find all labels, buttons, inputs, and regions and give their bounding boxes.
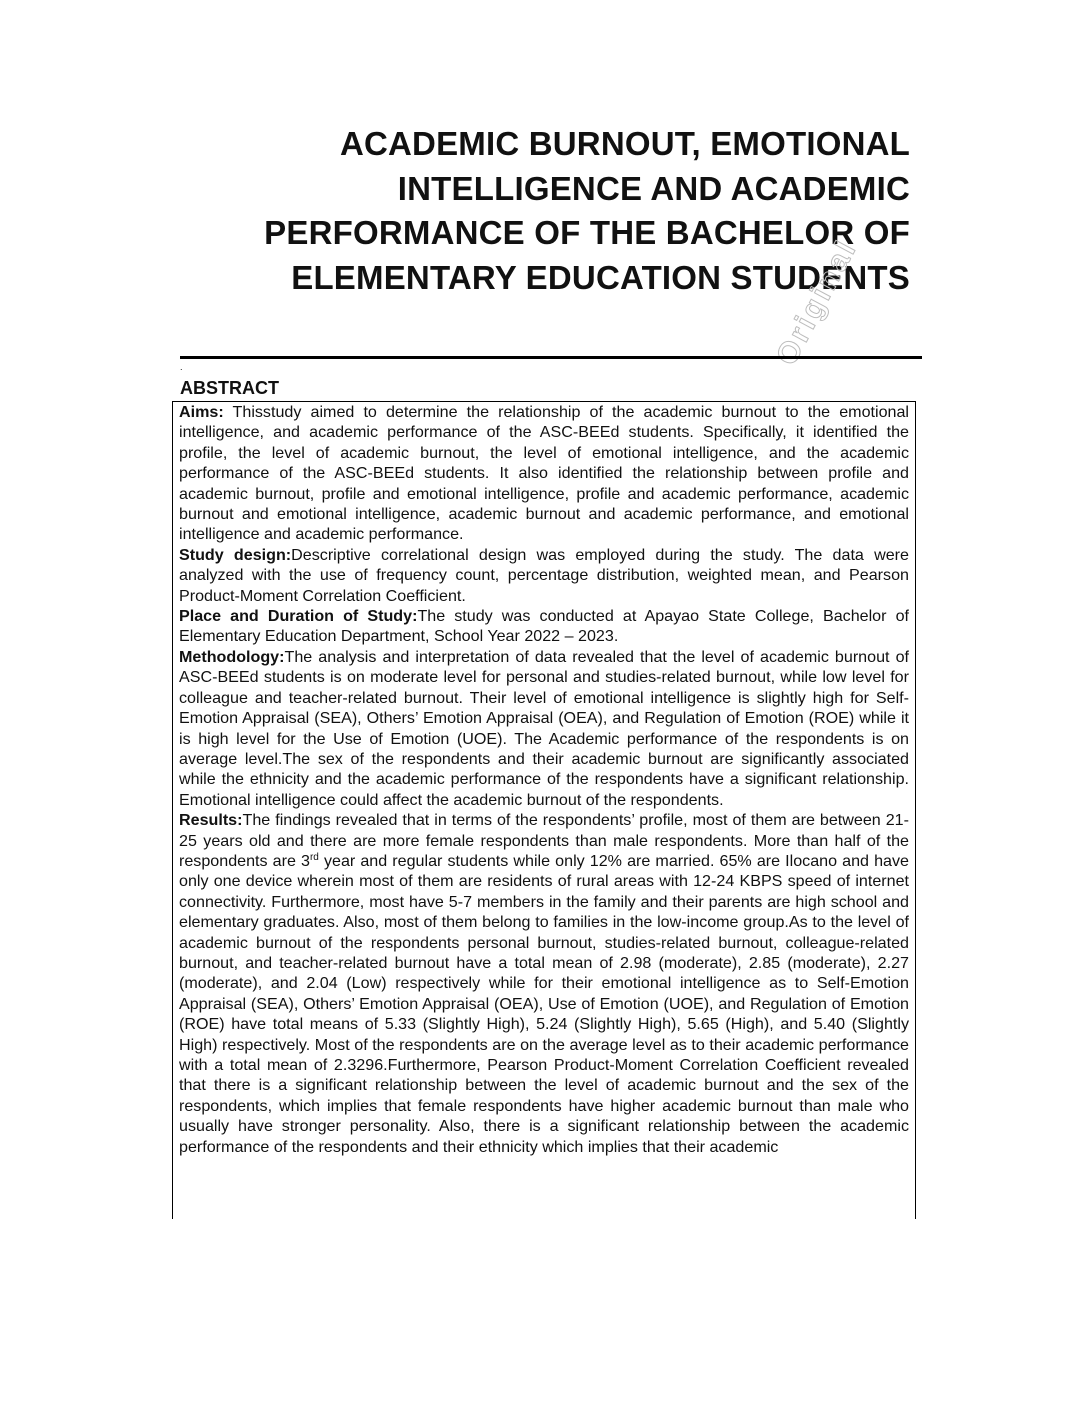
place-paragraph bbox=[179, 606, 909, 647]
aims-paragraph bbox=[179, 402, 909, 545]
methodology-label: Methodology: bbox=[179, 647, 285, 666]
design-label: Study design: bbox=[179, 545, 292, 564]
results-label: Results: bbox=[179, 811, 243, 830]
place-text: The study was conducted at Apayao State College, Bachelor of Elementary Education Department, School Year 2022 – 2023. bbox=[179, 607, 909, 646]
title-line-1: ACADEMIC BURNOUT, EMOTIONAL bbox=[339, 125, 910, 162]
section-divider bbox=[180, 356, 922, 359]
results-text-1: The findings revealed that in terms of the respondents’ profile, most of them are between 21-25 years old and there are more female respondents than male respondents. More than half of the respondents are 3 bbox=[179, 811, 909, 870]
title-line-2: INTELLIGENCE AND ACADEMIC bbox=[397, 169, 910, 207]
aims-text: Thisstudy aimed to determine the relationship of the academic burnout to the emotional intelligence, and academic performance of the ASC-BEEd students. Specifically, it identified the profile, the level of academic burnout, the level of emotional intelligence, and the academic performance of the ASC-BEEd students. It also identified the relationship between profile and academic burnout, profile and emotional intelligence, profile and academic performance, academic burnout and emotional intelligence, academic burnout and academic performance, and emotional intelligence and academic performance. bbox=[179, 403, 909, 544]
aims-label: Aims: bbox=[179, 403, 224, 421]
abstract-heading: ABSTRACT bbox=[180, 378, 279, 398]
watermark: Original bbox=[770, 233, 864, 371]
title-line-4: ELEMENTARY EDUCATION STUDENTS bbox=[291, 258, 910, 296]
place-label: Place and Duration of Study: bbox=[179, 607, 418, 626]
design-text: Descriptive correlational design was employed during the study. The data were analyzed with the use of frequency count, percentage distribution, weighted mean, and Pearson Product-Moment Correlation Coefficient. bbox=[179, 545, 909, 605]
results-text-2: year and regular students while only 12% are married. 65% are Ilocano and have only one device wherein most of them are residents of rural areas with 12-24 KBPS speed of internet connectivity. Furthermore, most have 5-7 members in the family and their parents are high school and elementary graduates. Also, most of them belong to families in the low-income group.As to the level of academic burnout of the respondents personal burnout, studies-related burnout, colleague-related burnout, and teacher-related burnout have a total mean of 2.98 (moderate), 2.85 (moderate), 2.27 (moderate), and 2.04 (Low) respectively while for their emotional intelligence as to Self-Emotion Appraisal (SEA), Others’ Emotion Appraisal (OEA), Use of Emotion (UOE), and Regulation of Emotion (ROE) have total means of 5.33 (Slightly High), 5.24 (Slightly High), 5.65 (High), and 5.40 (Slightly High) respectively. Most of the respondents are on the average level as to their academic performance with a total mean of 2.3296.Furthermore, Pearson Product-Moment Correlation Coefficient revealed that there is a significant relationship between the level of academic burnout and the sex of the respondents, which implies that female respondents have higher academic burnout than male who usually have stronger personality. Also, there is a significant relationship between the academic performance of the respondents and their ethnicity which implies that their academic bbox=[179, 851, 909, 1156]
design-paragraph bbox=[179, 545, 909, 606]
paper-title bbox=[230, 122, 910, 300]
methodology-paragraph bbox=[179, 647, 909, 810]
abstract-box bbox=[172, 401, 916, 1219]
results-paragraph bbox=[179, 810, 909, 1157]
separator-dot: . bbox=[180, 362, 183, 372]
title-line-3: PERFORMANCE OF THE BACHELOR OF bbox=[264, 214, 910, 251]
results-superscript: rd bbox=[309, 851, 319, 863]
methodology-text: The analysis and interpretation of data revealed that the level of academic burnout of ASC-BEEd students is on moderate level for personal and studies-related burnout, while low level for colleague and teacher-related burnout. Their level of emotional intelligence is slightly high for Self-Emotion Appraisal (SEA), Others’ Emotion Appraisal (OEA), and Regulation of Emotion (ROE) while it is high level for the Use of Emotion (UOE). The Academic performance of the respondents is on average level.The sex of the respondents and their academic burnout are significantly associated while the ethnicity and the academic performance of the respondents have a significant relationship. Emotional intelligence could affect the academic burnout of the respondents. bbox=[179, 647, 909, 809]
